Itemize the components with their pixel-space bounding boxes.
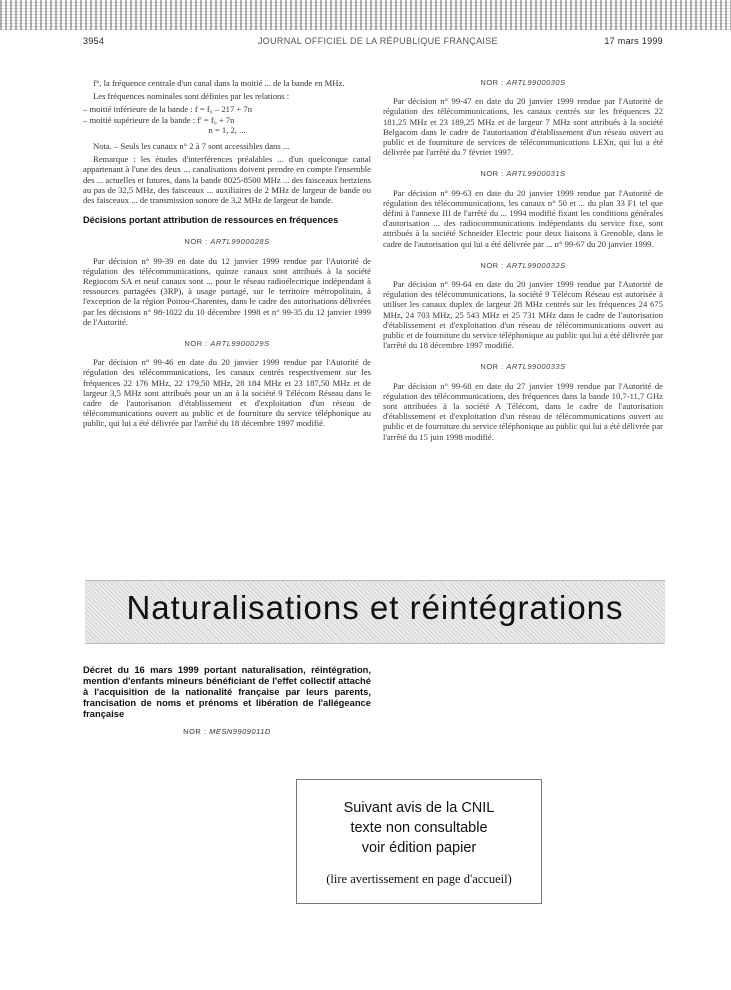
cnil-notice-box bbox=[296, 779, 542, 904]
decision-paragraph: Par décision n° 99-47 en date du 20 janvier 1999 rendue par l'Autorité de régulation des télécommunications, les canaux centrés sur les fréquences 22 181,25 MHz et 23 189,25 MHz et de largeur 7 MHz sont attribués à la société Belgacom dans le cadre de l'autorisation d'établissement d'un réseau ouvert au public et de fourniture de services de télécommunications LEXn, qui lui a été délivrée par l'arrêté du 7 février 1997. bbox=[383, 96, 663, 158]
decision-paragraph: Par décision n° 99-68 en date du 27 janvier 1999 rendue par l'Autorité de régulation des télécommunications, des fréquences dans la bande 10,7-11,7 GHz sont attribuées à la société A Télécom, dans le cadre de l'autorisation d'établissement et d'exploitation d'un réseau de télécommunications ouvert au public et de fourniture du service téléphonique au public qui lui a été délivrée par l'arrêté du 15 juin 1998 modifié. bbox=[383, 380, 663, 442]
scan-noise-band bbox=[0, 0, 731, 30]
nor-reference: NOR : ARTL9900032S bbox=[480, 260, 566, 270]
issue-date: 17 mars 1999 bbox=[604, 36, 663, 46]
banner-title: Naturalisations et réintégrations bbox=[126, 589, 624, 626]
cnil-notice-line: voir édition papier bbox=[361, 840, 477, 856]
intro-paragraph: Les fréquences nominales sont définies par les relations : bbox=[93, 91, 290, 102]
formula-item: – moitié supérieure de la bande : f' = f₀ + 7n bbox=[83, 114, 235, 125]
cnil-notice-note: (lire avertissement en page d'accueil) bbox=[326, 872, 512, 886]
nor-reference: NOR : ARTL9900029S bbox=[184, 339, 270, 349]
decision-paragraph: Par décision n° 99-39 en date du 12 janvier 1999 rendue par l'Autorité de régulation des télécommunications, quinze canaux sont attribués à la société Regiocom SA et neuf canaux sont ... pour le réseau radioélectrique indépendant à ressources partagées (3RP), à usage partagé, sur le territoire métropolitain, à l'exception de la région Poitou-Charentes, dans le cadre des autorisations délivrées par les décisions n° 98-1022 du 10 décembre 1998 et n° 99-35 du 12 janvier 1999 de l'Autorité. bbox=[83, 255, 371, 327]
page-header bbox=[83, 36, 663, 50]
formula-item: n = 1, 2, ... bbox=[208, 124, 246, 135]
nor-reference: NOR : MESN9909011D bbox=[183, 727, 271, 736]
section-heading: Décisions portant attribution de ressources en fréquences bbox=[83, 215, 339, 226]
decision-paragraph: Par décision n° 99-63 en date du 20 janvier 1999 rendue par l'Autorité de régulation des télécommunications, les canaux n° 50 et ... du plan 33 F1 tel que défini à l'annexe III de l'arrêté du ... 1994 modifié fixant les conditions générales d'autorisation ... des radiocommunications indépendants du service fixe, sont attribués à la société Schneider Electric pour deux liaisons à Grenoble, dans le cadre de l'autorisation qui lui a été délivrée par ... n° 99-67 du 20 janvier 1999. bbox=[383, 187, 663, 249]
nor-reference: NOR : ARTL9900033S bbox=[480, 362, 566, 372]
journal-title: JOURNAL OFFICIEL DE LA RÉPUBLIQUE FRANÇAISE bbox=[258, 36, 498, 46]
decision-paragraph: Par décision n° 99-46 en date du 20 janvier 1999 rendue par l'Autorité de régulation des télécommunications, les canaux centrés respectivement sur les fréquences 22 176 MHz, 22 179,50 MHz, 28 184 MHz et 23 187,50 MHz et de largeur 3,5 MHz sont attribués pour un an à la société 9 Télécom Réseau dans le cadre de l'autorisation d'établissement et d'exploitation d'un réseau de télécommunications ouvert au public et de fourniture du service téléphonique au public, qui lui a été délivrée par l'arrêté du 18 décembre 1997 modifié. bbox=[83, 357, 371, 429]
left-column bbox=[83, 78, 371, 432]
formula-item: – moitié inférieure de la bande : f = f₀ – 217 + 7n bbox=[83, 104, 252, 115]
decree-block bbox=[83, 664, 371, 736]
decree-title: Décret du 16 mars 1999 portant naturalisation, réintégration, mention d'enfants mineurs bénéficiant de l'effet collectif attaché à l'acquisition de la nationalité française par leurs parents, francisation de noms et prénoms et libération de l'allégeance française bbox=[83, 664, 371, 719]
right-column bbox=[383, 78, 663, 445]
formula-list bbox=[83, 104, 371, 135]
remark-paragraph: Remarque : les études d'interférences préalables ... d'un quelconque canal appartenant à l'une des deux ... canalisations doivent prendre en compte l'ensemble des ... actuelles et futures, dans la bande 8025-8500 MHz ... des faisceaux hertziens au pas de 32,5 MHz, des faisceaux ... auxiliaires de 2 MHz de largeur de bande ou des faisceaux ... de transmission sonore de 3,2 MHz de largeur de bande. bbox=[83, 154, 371, 206]
page-number: 3954 bbox=[83, 36, 105, 46]
note-paragraph: Nota. – Seuls les canaux n° 2 à 7 sont accessibles dans ... bbox=[93, 141, 290, 152]
nor-reference: NOR : ARTL9900028S bbox=[184, 237, 270, 247]
intro-paragraph: f°, la fréquence centrale d'un canal dans la moitié ... de la bande en MHz. bbox=[93, 78, 345, 88]
nor-reference: NOR : ARTL9900030S bbox=[480, 78, 566, 87]
decision-paragraph: Par décision n° 99-64 en date du 20 janvier 1999 rendue par l'Autorité de régulation des télécommunications, la société 9 Télécom Réseau est autorisée à utiliser les canaux duplex de largeur 28 MHz centrés sur les fréquences 24 675 MHz, 24 703 MHz, 25 543 MHz et 25 731 MHz dans le cadre de l'autorisation d'établissement et d'exploitation d'un réseau de télécommunications ouvert au public et de fourniture du service téléphonique au public qui lui a été délivrée par l'arrêté du 18 décembre 1997 modifié. bbox=[383, 279, 663, 351]
nor-reference: NOR : ARTL9900031S bbox=[480, 169, 566, 179]
section-banner bbox=[85, 580, 665, 644]
cnil-notice-line: texte non consultable bbox=[350, 820, 488, 836]
cnil-notice-line: Suivant avis de la CNIL bbox=[343, 800, 495, 816]
